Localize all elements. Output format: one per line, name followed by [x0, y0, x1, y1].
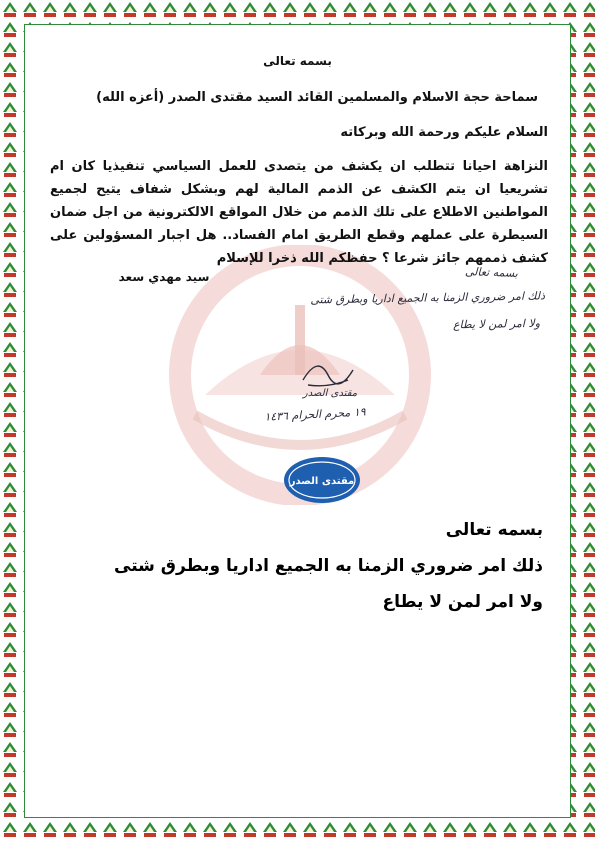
handwritten-basmala: بسمه تعالى [464, 265, 519, 280]
handwritten-reply-line1: ذلك امر ضروري الزمنا به الجميع اداريا وبطرق شتى [310, 289, 546, 307]
transcription-line1: ذلك امر ضروري الزمنا به الجميع اداريا وبطرق شتى [114, 556, 543, 576]
letter-address: سماحة حجة الاسلام والمسلمين القائد السيد مقتدى الصدر (أعزه الله) [96, 90, 538, 105]
handwritten-signature-name: مقتدى الصدر [302, 388, 358, 399]
letter-signer: سيد مهدي سعد [118, 270, 210, 284]
letter-greeting: السلام عليكم ورحمة الله وبركاته [340, 125, 548, 140]
seal-text: مقتدى الصدر [289, 476, 355, 487]
letter-body: النزاهة احيانا تتطلب ان يكشف من يتصدى للعمل السياسي تنفيذيا كان ام تشريعيا ان يتم الكشف عن الذمم المالية لهم وبشكل شفاف يتيح لجميع المواطنين الاطلاع على تلك الذمم من خلال المواقع الالكترونية من اجل ضمان السيطرة على عملهم وقطع الطريق امام الفساد.. هل اجبار المسؤولين على كشف ذممهم جائز شرعا ؟ حفظكم الله ذخرا للإسلام [50, 159, 548, 266]
transcription-basmala: بسمه تعالى [445, 520, 543, 540]
letter-basmala: بسمه تعالى [263, 54, 332, 68]
signature-scribble [298, 350, 358, 390]
official-seal [282, 455, 362, 505]
transcription-line2: ولا امر لمن لا يطاع [382, 592, 543, 612]
handwritten-date: ١٩ محرم الحرام ١٤٣٦ [264, 405, 366, 424]
handwritten-reply-line2: ولا امر لمن لا يطاع [452, 316, 541, 332]
